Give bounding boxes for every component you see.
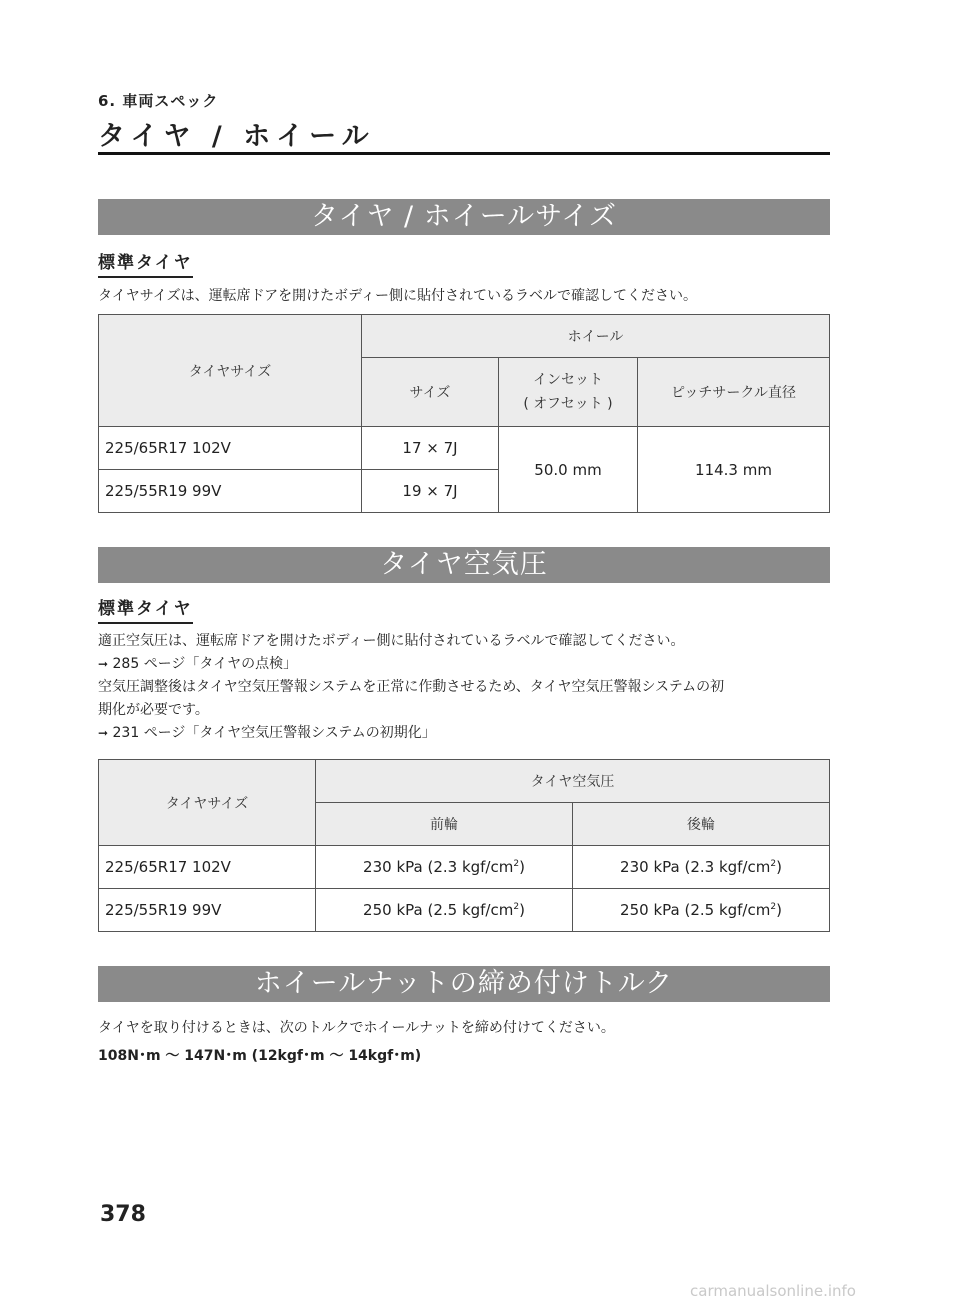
section-banner-wheel-nut-torque: ホイールナットの締め付けトルク	[98, 966, 830, 1002]
pcd-cell: 114.3 mm	[638, 427, 830, 513]
header-pcd: ピッチサークル直径	[638, 358, 830, 427]
pressure-notes	[98, 630, 830, 745]
reference-text: 285 ページ「タイヤの点検」	[112, 656, 298, 672]
tire-size-cell: 225/55R19 99V	[99, 470, 362, 513]
table-row	[99, 846, 830, 889]
pressure-note-line: 適正空気圧は、運転席ドアを開けたボディー側に貼付されているラベルで確認してください。	[98, 633, 685, 649]
rear-pressure-cell: 230 kPa (2.3 kgf/$cm^2$)	[573, 846, 830, 889]
wheel-size-cell: 19 × 7J	[362, 470, 499, 513]
reference-link-tpms-init[interactable]	[98, 722, 830, 745]
tire-size-cell: 225/65R17 102V	[99, 846, 316, 889]
header-rear: 後輪	[573, 803, 830, 846]
torque-value: 108N･m 〜 147N･m (12kgf･m 〜 14kgf･m)	[98, 1048, 422, 1064]
header-inset-line1: インセット	[533, 372, 603, 388]
front-pressure-cell: 250 kPa (2.5 kgf/$cm^2$)	[316, 889, 573, 932]
torque-note: タイヤを取り付けるときは、次のトルクでホイールナットを締め付けてください。	[98, 1020, 615, 1036]
section-banner-tire-wheel-size: タイヤ / ホイールサイズ	[98, 199, 830, 235]
pressure-note-line: 期化が必要です。	[98, 702, 209, 718]
page-title: タイヤ / ホイール	[98, 121, 375, 152]
tire-wheel-size-table	[98, 314, 830, 513]
header-size: サイズ	[362, 358, 499, 427]
subheading-standard-tire: 標準タイヤ	[98, 252, 193, 278]
table-row	[99, 427, 830, 470]
rear-pressure-cell: 250 kPa (2.5 kgf/$cm^2$)	[573, 889, 830, 932]
header-wheel: ホイール	[362, 315, 830, 358]
header-tire-pressure: タイヤ空気圧	[316, 760, 830, 803]
front-pressure-cell: 230 kPa (2.3 kgf/$cm^2$)	[316, 846, 573, 889]
header-inset-line2: ( オフセット )	[523, 396, 613, 412]
chapter-label: 6. 車両スペック	[98, 92, 219, 110]
inset-cell: 50.0 mm	[499, 427, 638, 513]
arrow-right-icon: ➞	[98, 657, 109, 671]
table-row	[99, 889, 830, 932]
header-tire-size: タイヤサイズ	[99, 760, 316, 846]
pressure-note-line: 空気圧調整後はタイヤ空気圧警報システムを正常に作動させるため、タイヤ空気圧警報システムの初	[98, 679, 725, 695]
watermark: carmanualsonline.info	[690, 1282, 856, 1300]
reference-text: 231 ページ「タイヤ空気圧警報システムの初期化」	[112, 725, 436, 741]
header-tire-size: タイヤサイズ	[99, 315, 362, 427]
page-number: 378	[100, 1202, 146, 1227]
subheading-standard-tire-2: 標準タイヤ	[98, 598, 193, 624]
header-inset	[499, 358, 638, 427]
wheel-size-cell: 17 × 7J	[362, 427, 499, 470]
tire-size-cell: 225/55R19 99V	[99, 889, 316, 932]
tire-pressure-table	[98, 759, 830, 932]
title-rule	[98, 152, 830, 155]
section-banner-tire-pressure: タイヤ空気圧	[98, 547, 830, 583]
reference-link-tire-inspection[interactable]	[98, 653, 830, 676]
header-front: 前輪	[316, 803, 573, 846]
tire-size-note: タイヤサイズは、運転席ドアを開けたボディー側に貼付されているラベルで確認してください。	[98, 288, 698, 304]
tire-size-cell: 225/65R17 102V	[99, 427, 362, 470]
arrow-right-icon: ➞	[98, 726, 109, 740]
